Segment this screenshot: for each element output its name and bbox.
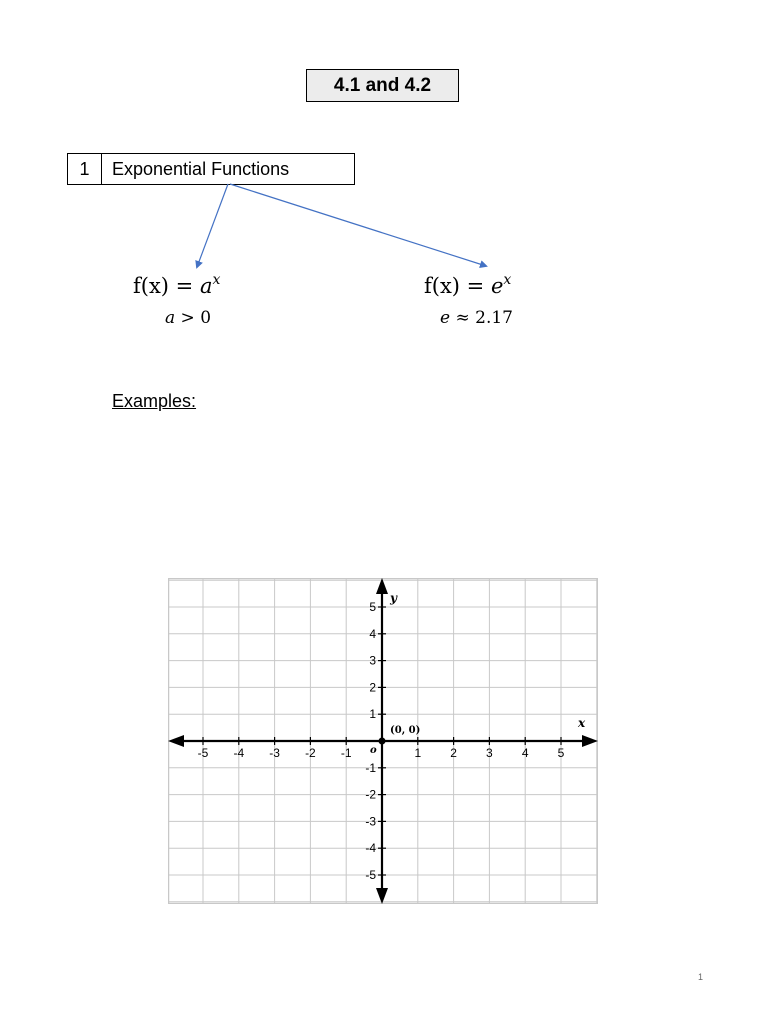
x-tick-label: -5 — [197, 746, 209, 760]
x-axis-right-arrow — [582, 735, 598, 747]
x-tick-label: -1 — [340, 746, 352, 760]
y-tick-label: -1 — [365, 760, 376, 775]
x-tick-label: 1 — [414, 746, 422, 760]
x-tick-label: -3 — [269, 746, 280, 760]
connector-arrows — [0, 0, 768, 300]
y-axis-label: y — [390, 591, 397, 605]
x-axis-left-arrow — [168, 735, 184, 747]
y-tick-label: 2 — [369, 680, 376, 695]
y-tick-label: 4 — [369, 626, 376, 641]
origin-point-label: (0, 0) — [390, 725, 421, 736]
x-tick-label: -2 — [305, 746, 316, 760]
general-base-condition: a > 0 — [165, 308, 212, 328]
x-tick-label: -4 — [233, 746, 245, 760]
page-number: 1 — [698, 972, 704, 982]
page-title: 4.1 and 4.2 — [306, 69, 459, 102]
y-tick-label: 3 — [369, 653, 376, 668]
x-tick-label: 5 — [557, 746, 565, 760]
topic-number: 1 — [68, 154, 102, 184]
arrow-to-general-form — [197, 184, 228, 267]
topic-title: Exponential Functions — [112, 158, 290, 179]
natural-exponential-formula: $f(x) = e^x$ — [424, 272, 512, 298]
y-tick-label: -5 — [365, 868, 376, 882]
examples-heading: Examples: — [112, 391, 197, 411]
y-tick-label: -4 — [365, 841, 376, 856]
origin-point — [379, 738, 386, 745]
general-exponential-formula: $f(x) = a^x$ — [133, 272, 221, 298]
x-tick-label: 2 — [450, 746, 457, 760]
origin-label: o — [370, 745, 377, 756]
x-tick-label: 3 — [486, 746, 493, 760]
y-tick-label: 1 — [369, 707, 376, 722]
arrow-to-natural-form — [230, 184, 486, 266]
euler-number-value: e ≈ 2.17 — [440, 308, 513, 328]
y-tick-label: -3 — [365, 814, 376, 829]
x-axis-label: x — [578, 716, 586, 730]
x-tick-label: 4 — [521, 746, 529, 760]
coordinate-grid — [168, 578, 598, 904]
y-tick-label: 5 — [369, 600, 376, 614]
y-tick-label: -2 — [365, 787, 376, 802]
